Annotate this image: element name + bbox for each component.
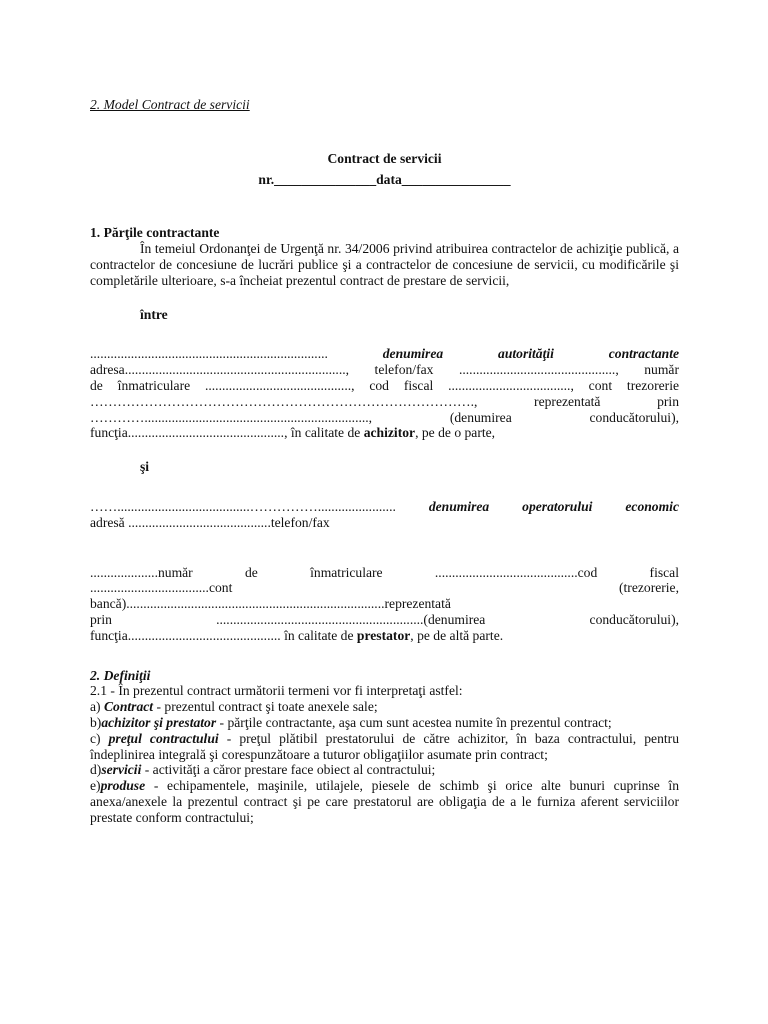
definition-prefix: b) [90,714,102,730]
definition-text: - părţile contractante, aşa cum sunt acestea numite în prezentul contract; [216,714,612,730]
section2-intro: 2.1 - În prezentul contract următorii termeni vor fi interpretaţi astfel: [90,683,463,699]
party1-name-label: denumirea autorităţii contractante [382,346,679,362]
party2-dots: …….......................................……………....................... [90,498,396,514]
definition-prefix: a) [90,699,104,715]
party2-role: prestator [356,627,411,643]
definition-term: produse [100,778,146,794]
party2-name-line [90,499,679,515]
and-word: şi [140,459,150,475]
party2-function-text: funcţia............................................. în calitate de [90,627,357,643]
definition-prefix: d) [90,762,102,778]
section1-intro: În temeiul Ordonanţei de Urgenţă nr. 34/2006 privind atribuirea contractelor de achiziţie publică, a contractelor de concesiune de lucrări publice şi a contractelor de concesiune de servicii, cu modificările şi completările ulterioare, s-a încheiat prezentul contract de prestare de servicii, [90,241,679,288]
party1-function-text: funcţia.............................................., în calitate de [90,425,364,441]
party2-block [90,499,679,644]
party1-treasury-line: …………………………………………………………………………., reprezentată prin [90,393,679,409]
contract-number-date: nr._______________data________________ [258,171,511,187]
party1-representative-line: ………….................................................................., (denumirea conducătorului), [90,409,679,425]
party2-address-line: adresă ..........................................telefon/fax [90,514,330,530]
party2-account-line: ...................................cont (trezorerie, [90,580,679,596]
definitions-list [90,699,679,825]
between-word: între [140,306,168,322]
definition-item [90,778,679,825]
section2-heading: 2. Definiţii [90,667,151,683]
definition-text: - prezentul contract şi toate anexele sale; [153,699,378,715]
party2-registration-line: ....................număr de înmatriculare ..........................................cod fiscal [90,564,679,580]
section-label: 2. Model Contract de servicii [90,97,250,112]
definition-text: - echipamentele, maşinile, utilajele, piesele de schimb şi orice alte bunuri cuprinse în anexa/anexele la prezentul contract şi pe care prestatorul are obligaţia de a le furniza aferent serviciilor prestate conform contractului; [90,778,679,825]
definition-term: servicii [101,762,142,778]
definition-text: - activităţi a căror prestare face obiect al contractului; [141,762,436,778]
party2-representative-line: prin .............................................................(denumirea conducătorului), [90,611,679,627]
party1-registration-line: de înmatriculare ..........................................., cod fiscal ...................................., cont trezorerie [90,377,679,393]
definition-item [90,762,679,778]
definition-prefix: e) [90,778,101,794]
definition-item [90,715,679,731]
party2-function-end: , pe de altă parte. [410,627,504,643]
party1-function-end: , pe de o parte, [415,425,496,441]
definition-item [90,731,679,763]
definition-text: - preţul plătibil prestatorului de către achizitor, în baza contractului, pentru îndeplinirea integrală şi corespunzătoare a tuturor obligaţiilor asumate prin contract; [90,730,679,762]
contract-title: Contract de servicii [327,150,442,166]
party2-name-label: denumirea operatorului economic [428,498,679,514]
definition-term: achizitor şi prestator [101,714,217,730]
definition-item [90,699,679,715]
party2-bank-line: bancă)............................................................................reprezentată [90,596,451,612]
contract-title-block [90,151,679,188]
party1-dots: ...................................................................... [90,346,328,362]
definition-prefix: c) [90,730,109,746]
section1-heading: 1. Părţile contractante [90,225,220,241]
party1-function-line [90,425,679,441]
party1-name-line [90,346,679,362]
party2-function-line [90,628,679,644]
definition-term: preţul contractului [108,730,219,746]
party1-address-line: adresa................................................................., telefon/fax .............................................., număr [90,362,679,378]
party1-block [90,346,679,441]
definition-term: Contract [103,699,154,715]
party1-role: achizitor [363,425,416,441]
